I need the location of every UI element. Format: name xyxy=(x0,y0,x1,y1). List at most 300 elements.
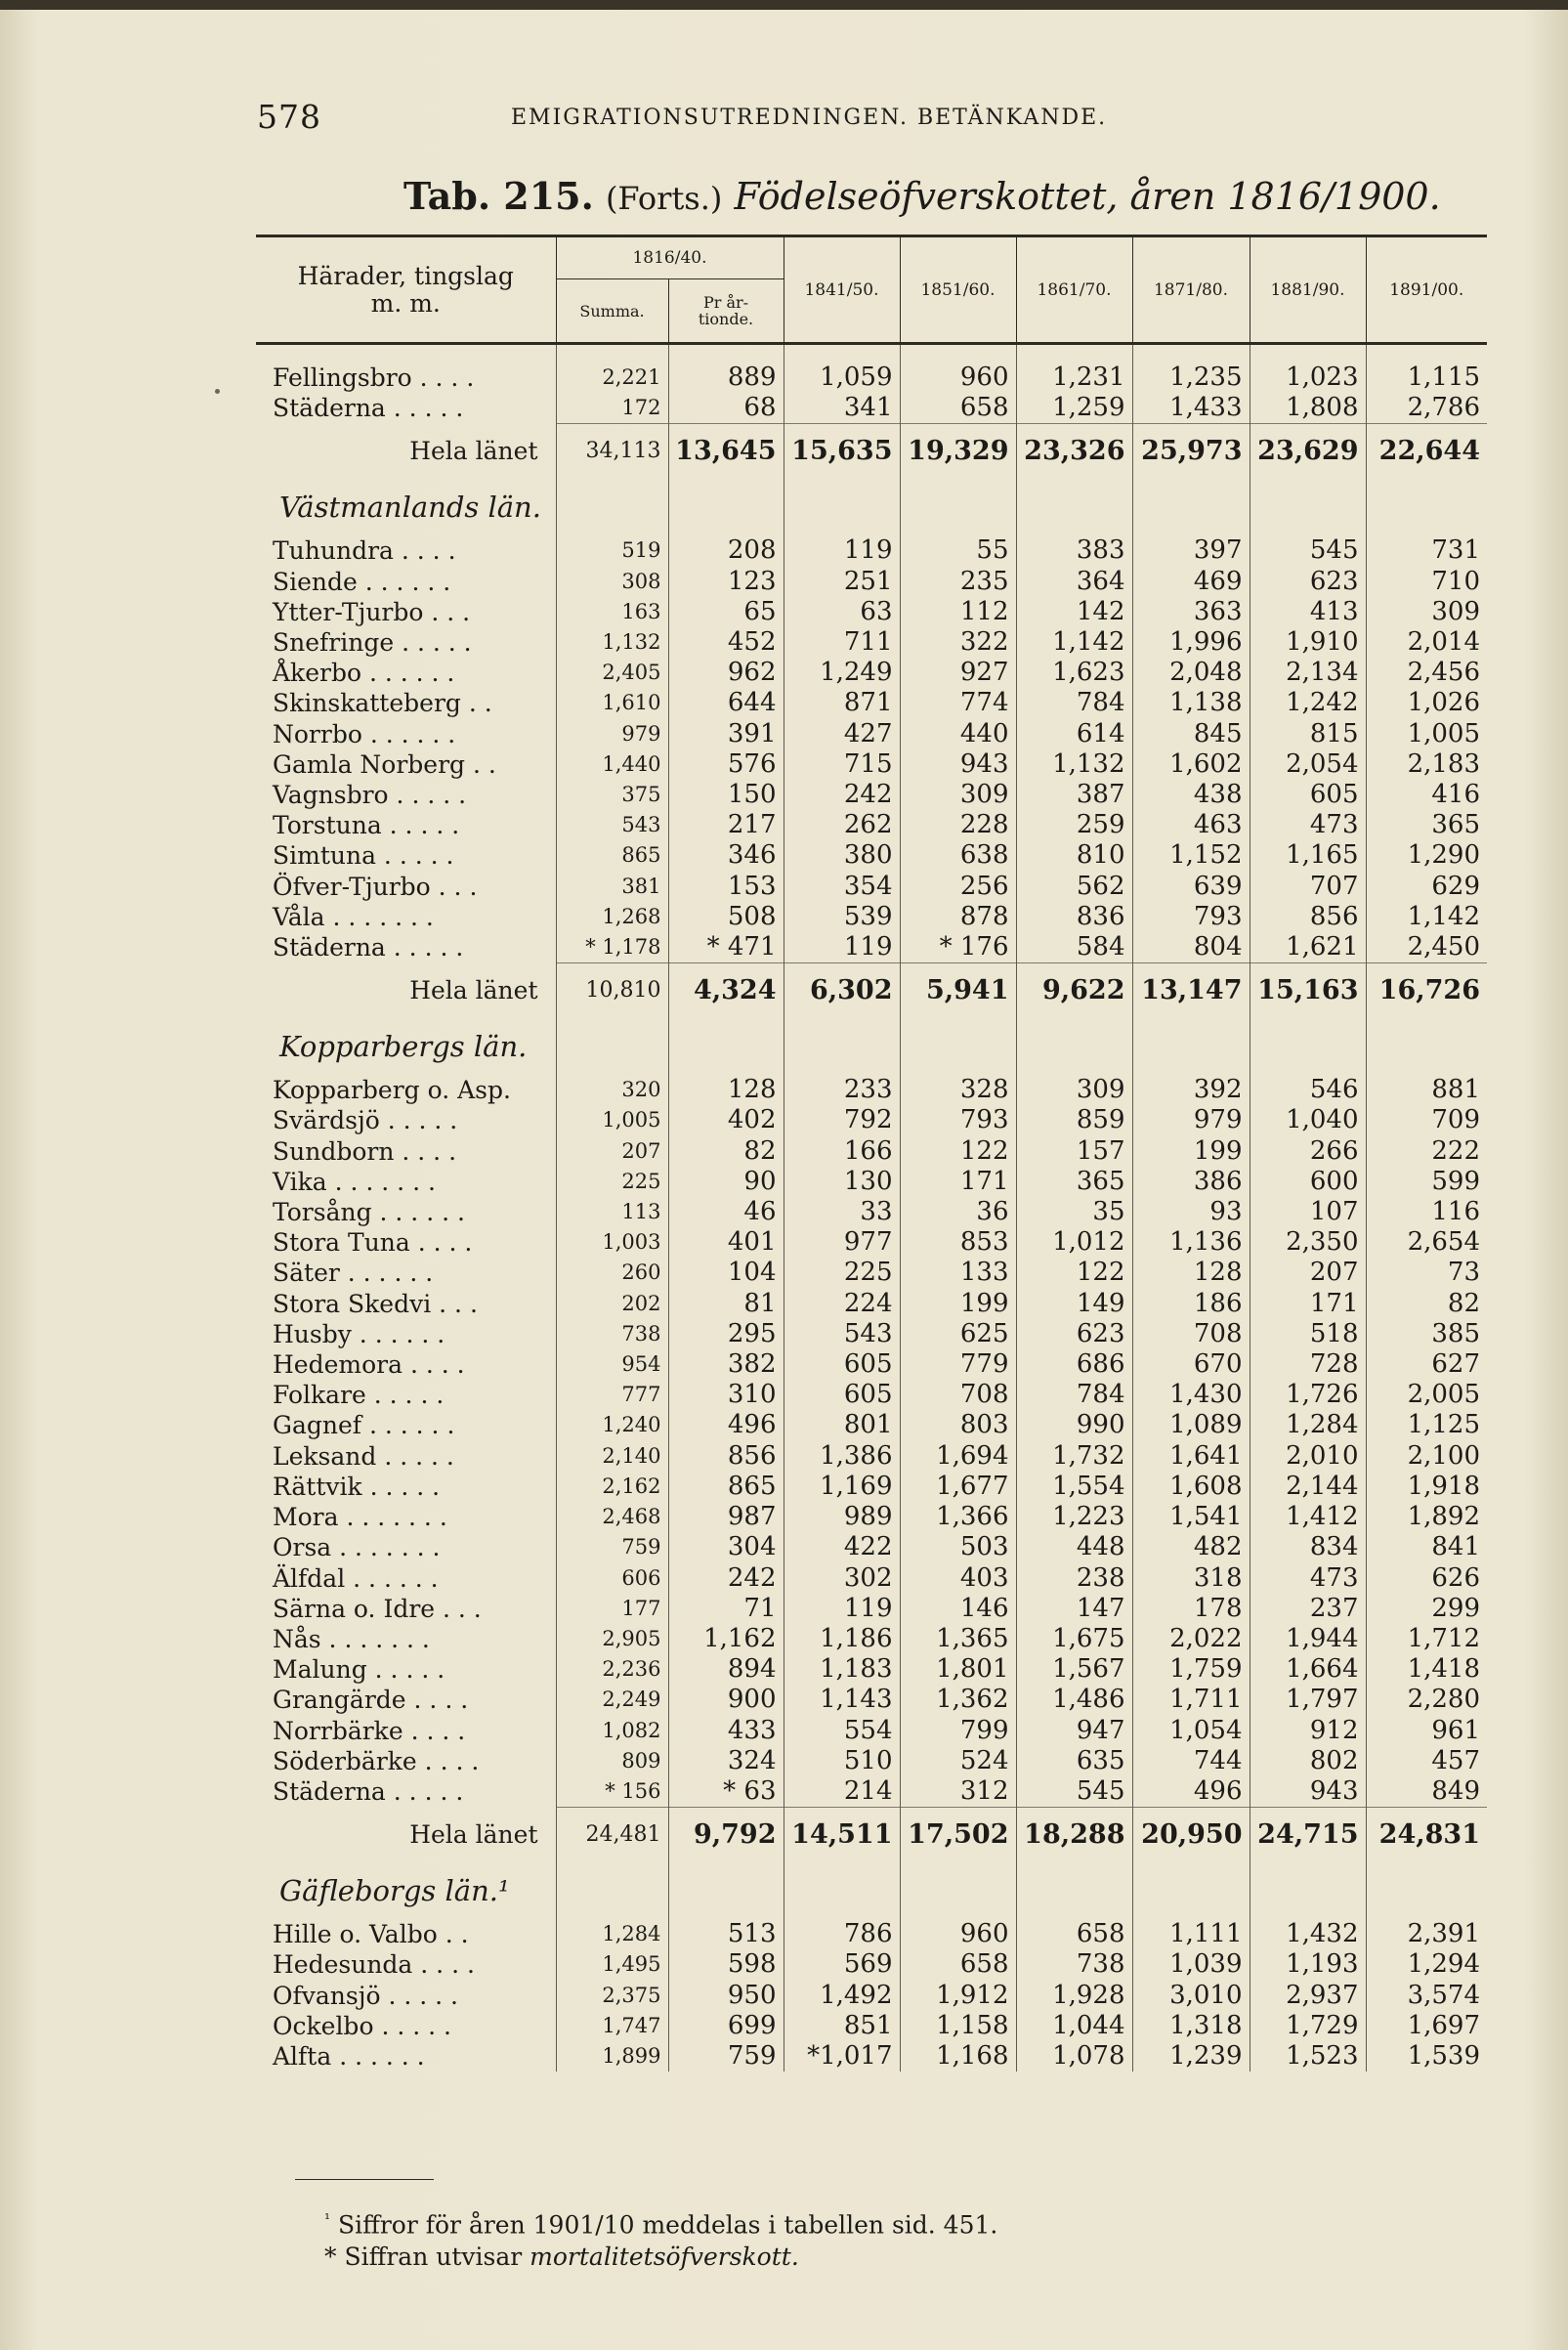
value-cell: 569 xyxy=(784,1949,900,1980)
district-name: Norrbärke . . . . xyxy=(273,1716,466,1745)
value-cell: 2,456 xyxy=(1366,658,1487,688)
value-cell: 82 xyxy=(668,1136,784,1167)
table-row xyxy=(256,1167,1487,1197)
spacer-cell xyxy=(556,344,668,363)
value-cell: * 63 xyxy=(668,1776,784,1808)
value-cell: 710 xyxy=(1366,567,1487,597)
value-cell: 1,365 xyxy=(900,1624,1016,1654)
value-cell: 35 xyxy=(1016,1197,1132,1227)
value-cell: 68 xyxy=(668,393,784,424)
value-cell: 392 xyxy=(1132,1075,1250,1105)
table-row xyxy=(256,1654,1487,1685)
district-name: Stora Tuna . . . . xyxy=(273,1228,473,1258)
value-cell: 1,362 xyxy=(900,1685,1016,1715)
value-cell: 584 xyxy=(1016,932,1132,963)
table-row xyxy=(256,1197,1487,1227)
table-row xyxy=(256,1441,1487,1472)
value-cell: 989 xyxy=(784,1502,900,1532)
table-row xyxy=(256,1685,1487,1715)
district-name: Städerna . . . . . xyxy=(273,1777,464,1807)
district-name: Rättvik . . . . . xyxy=(273,1472,441,1501)
summa-cell: 113 xyxy=(556,1197,668,1227)
value-cell: 1,039 xyxy=(1132,1949,1250,1980)
value-cell: 387 xyxy=(1016,780,1132,810)
table-row xyxy=(256,1594,1487,1624)
value-cell: 1,711 xyxy=(1132,1685,1250,1715)
value-cell: 324 xyxy=(668,1746,784,1776)
header-1891-00: 1891/00. xyxy=(1366,236,1487,344)
district-name: Städerna . . . . . xyxy=(273,933,464,962)
district-name: Husby . . . . . . xyxy=(273,1319,445,1348)
value-cell: 508 xyxy=(668,902,784,932)
section-title: Gäfleborgs län.¹ xyxy=(279,1874,510,1908)
value-cell: 365 xyxy=(1366,810,1487,840)
value-cell: 1,726 xyxy=(1250,1380,1366,1410)
table-body xyxy=(256,344,1487,2072)
district-name: Kopparberg o. Asp. xyxy=(273,1076,511,1105)
value-cell: 382 xyxy=(668,1349,784,1380)
section-title: Västmanlands län. xyxy=(279,491,541,525)
district-name: Alfta . . . . . . xyxy=(273,2041,425,2071)
summa-cell: 1,440 xyxy=(556,749,668,780)
table-forts: (Forts.) xyxy=(605,180,723,217)
value-cell: 738 xyxy=(1016,1949,1132,1980)
value-cell: 1,111 xyxy=(1132,1919,1250,1949)
value-cell: 1,539 xyxy=(1366,2041,1487,2072)
value-cell: 784 xyxy=(1016,1380,1132,1410)
value-cell: 856 xyxy=(1250,902,1366,932)
value-cell: 1,602 xyxy=(1132,749,1250,780)
empty-cell xyxy=(1250,1018,1366,1075)
value-cell: 1,797 xyxy=(1250,1685,1366,1715)
table-row xyxy=(256,1981,1487,2011)
value-cell: 199 xyxy=(1132,1136,1250,1167)
empty-cell xyxy=(1250,479,1366,535)
value-cell: 128 xyxy=(1132,1258,1250,1288)
value-cell: 1,044 xyxy=(1016,2011,1132,2041)
value-cell: 1,694 xyxy=(900,1441,1016,1472)
table-row xyxy=(256,719,1487,749)
value-cell: 33 xyxy=(784,1197,900,1227)
value-cell: 36 xyxy=(900,1197,1016,1227)
value-cell: 627 xyxy=(1366,1349,1487,1380)
value-cell: 1,675 xyxy=(1016,1624,1132,1654)
summa-cell: 172 xyxy=(556,393,668,424)
value-cell: 1,089 xyxy=(1132,1410,1250,1440)
value-cell: 1,235 xyxy=(1132,363,1250,393)
value-cell: 363 xyxy=(1132,597,1250,627)
empty-cell xyxy=(784,479,900,535)
value-cell: 452 xyxy=(668,627,784,658)
value-cell: 1,996 xyxy=(1132,627,1250,658)
value-cell: 1,186 xyxy=(784,1624,900,1654)
section-header-row xyxy=(256,1862,1487,1919)
value-cell: 1,059 xyxy=(784,363,900,393)
summa-cell: 1,082 xyxy=(556,1716,668,1746)
footnote-2-italic: mortalitetsöfverskott. xyxy=(530,2243,799,2271)
value-cell: 623 xyxy=(1250,567,1366,597)
value-cell: 304 xyxy=(668,1532,784,1562)
value-cell: 17,502 xyxy=(900,1808,1016,1863)
value-cell: 128 xyxy=(668,1075,784,1105)
empty-cell xyxy=(1132,479,1250,535)
summa-cell: 163 xyxy=(556,597,668,627)
value-cell: 638 xyxy=(900,840,1016,871)
value-cell: 728 xyxy=(1250,1349,1366,1380)
value-cell: 266 xyxy=(1250,1136,1366,1167)
total-label: Hela länet xyxy=(409,1819,538,1849)
table-row xyxy=(256,932,1487,963)
value-cell: 90 xyxy=(668,1167,784,1197)
district-name: Sundborn . . . . xyxy=(273,1136,457,1166)
value-cell: 1,152 xyxy=(1132,840,1250,871)
value-cell: 1,142 xyxy=(1016,627,1132,658)
table-row xyxy=(256,1319,1487,1349)
value-cell: 383 xyxy=(1016,535,1132,566)
statistics-table xyxy=(256,235,1487,2072)
value-cell: 779 xyxy=(900,1349,1016,1380)
value-cell: 841 xyxy=(1366,1532,1487,1562)
value-cell: 851 xyxy=(784,2011,900,2041)
spacer-cell xyxy=(900,344,1016,363)
value-cell: 1,242 xyxy=(1250,688,1366,718)
value-cell: 1,712 xyxy=(1366,1624,1487,1654)
table-row xyxy=(256,1563,1487,1594)
value-cell: 658 xyxy=(1016,1919,1132,1949)
value-cell: 1,026 xyxy=(1366,688,1487,718)
table-number: Tab. 215. xyxy=(403,174,594,218)
value-cell: 962 xyxy=(668,658,784,688)
district-name: Gagnef . . . . . . xyxy=(273,1411,455,1440)
value-cell: 708 xyxy=(1132,1319,1250,1349)
value-cell: 912 xyxy=(1250,1716,1366,1746)
value-cell: 312 xyxy=(900,1776,1016,1808)
district-name: Snefringe . . . . . xyxy=(273,628,472,658)
value-cell: 1,012 xyxy=(1016,1227,1132,1258)
value-cell: 546 xyxy=(1250,1075,1366,1105)
value-cell: 699 xyxy=(668,2011,784,2041)
summa-cell: 777 xyxy=(556,1380,668,1410)
district-name: Särna o. Idre . . . xyxy=(273,1594,482,1623)
summa-cell: 738 xyxy=(556,1319,668,1349)
district-name: Gamla Norberg . . xyxy=(273,749,496,779)
value-cell: 1,801 xyxy=(900,1654,1016,1685)
value-cell: 2,048 xyxy=(1132,658,1250,688)
value-cell: 2,450 xyxy=(1366,932,1487,963)
value-cell: 147 xyxy=(1016,1594,1132,1624)
value-cell: 422 xyxy=(784,1532,900,1562)
table-row xyxy=(256,1532,1487,1562)
value-cell: 1,168 xyxy=(900,2041,1016,2072)
district-name: Ofvansjö . . . . . xyxy=(273,1981,458,2010)
value-cell: 199 xyxy=(900,1289,1016,1319)
value-cell: 19,329 xyxy=(900,424,1016,480)
value-cell: 403 xyxy=(900,1563,1016,1594)
value-cell: 1,223 xyxy=(1016,1502,1132,1532)
value-cell: 112 xyxy=(900,597,1016,627)
table-row xyxy=(256,1776,1487,1808)
value-cell: 2,100 xyxy=(1366,1441,1487,1472)
value-cell: 416 xyxy=(1366,780,1487,810)
total-label: Hela länet xyxy=(409,437,538,466)
value-cell: 238 xyxy=(1016,1563,1132,1594)
table-row xyxy=(256,780,1487,810)
value-cell: 13,645 xyxy=(668,424,784,480)
value-cell: 1,892 xyxy=(1366,1502,1487,1532)
value-cell: 473 xyxy=(1250,810,1366,840)
value-cell: 1,115 xyxy=(1366,363,1487,393)
table-row xyxy=(256,1349,1487,1380)
value-cell: 804 xyxy=(1132,932,1250,963)
summa-cell: 10,810 xyxy=(556,963,668,1019)
value-cell: 853 xyxy=(900,1227,1016,1258)
summa-cell: 2,249 xyxy=(556,1685,668,1715)
value-cell: 871 xyxy=(784,688,900,718)
header-1881-90: 1881/90. xyxy=(1250,236,1366,344)
value-cell: 1,290 xyxy=(1366,840,1487,871)
summa-cell: 1,899 xyxy=(556,2041,668,2072)
summa-cell: 606 xyxy=(556,1563,668,1594)
table-row xyxy=(256,627,1487,658)
value-cell: 670 xyxy=(1132,1349,1250,1380)
table-row xyxy=(256,688,1487,718)
empty-cell xyxy=(1366,1862,1487,1919)
value-cell: 784 xyxy=(1016,688,1132,718)
value-cell: 626 xyxy=(1366,1563,1487,1594)
value-cell: 1,162 xyxy=(668,1624,784,1654)
district-name: Ockelbo . . . . . xyxy=(273,2011,451,2040)
summa-cell: 2,221 xyxy=(556,363,668,393)
value-cell: 799 xyxy=(900,1716,1016,1746)
table-row xyxy=(256,1949,1487,1980)
summa-cell: 809 xyxy=(556,1746,668,1776)
spacer-cell xyxy=(1250,344,1366,363)
value-cell: 438 xyxy=(1132,780,1250,810)
table-row xyxy=(256,1502,1487,1532)
value-cell: 2,022 xyxy=(1132,1624,1250,1654)
value-cell: 150 xyxy=(668,780,784,810)
table-row xyxy=(256,1136,1487,1167)
value-cell: 2,350 xyxy=(1250,1227,1366,1258)
value-cell: 1,664 xyxy=(1250,1654,1366,1685)
district-name: Säter . . . . . . xyxy=(273,1259,434,1288)
value-cell: 1,433 xyxy=(1132,393,1250,424)
empty-cell xyxy=(556,479,668,535)
table-row xyxy=(256,749,1487,780)
summa-cell: 308 xyxy=(556,567,668,597)
table-row xyxy=(256,2011,1487,2041)
value-cell: 122 xyxy=(1016,1258,1132,1288)
header-name: Härader, tingslag m. m. xyxy=(256,236,556,344)
value-cell: 709 xyxy=(1366,1105,1487,1135)
value-cell: 513 xyxy=(668,1919,784,1949)
value-cell: 24,831 xyxy=(1366,1808,1487,1863)
value-cell: 1,944 xyxy=(1250,1624,1366,1654)
value-cell: 256 xyxy=(900,872,1016,902)
value-cell: 208 xyxy=(668,535,784,566)
value-cell: 23,326 xyxy=(1016,424,1132,480)
value-cell: 46 xyxy=(668,1197,784,1227)
district-name: Torstuna . . . . . xyxy=(273,811,460,840)
district-name: Simtuna . . . . . xyxy=(273,841,454,871)
table-row xyxy=(256,1289,1487,1319)
value-cell: 142 xyxy=(1016,597,1132,627)
value-cell: 157 xyxy=(1016,1136,1132,1167)
value-cell: 731 xyxy=(1366,535,1487,566)
value-cell: 1,158 xyxy=(900,2011,1016,2041)
summa-cell: 2,236 xyxy=(556,1654,668,1685)
page-number: 578 xyxy=(257,98,321,136)
table-row xyxy=(256,597,1487,627)
value-cell: 856 xyxy=(668,1441,784,1472)
summa-cell: 1,747 xyxy=(556,2011,668,2041)
empty-cell xyxy=(1016,1862,1132,1919)
value-cell: 341 xyxy=(784,393,900,424)
district-name: Malung . . . . . xyxy=(273,1655,445,1685)
value-cell: 24,715 xyxy=(1250,1808,1366,1863)
value-cell: 1,366 xyxy=(900,1502,1016,1532)
value-cell: 107 xyxy=(1250,1197,1366,1227)
table-row xyxy=(256,658,1487,688)
value-cell: 427 xyxy=(784,719,900,749)
value-cell: 365 xyxy=(1016,1167,1132,1197)
value-cell: 2,014 xyxy=(1366,627,1487,658)
value-cell: 625 xyxy=(900,1319,1016,1349)
value-cell: 1,138 xyxy=(1132,688,1250,718)
value-cell: 217 xyxy=(668,810,784,840)
district-name: Leksand . . . . . xyxy=(273,1441,454,1471)
top-edge xyxy=(0,0,1568,10)
value-cell: 900 xyxy=(668,1685,784,1715)
value-cell: 927 xyxy=(900,658,1016,688)
value-cell: 510 xyxy=(784,1746,900,1776)
summa-cell: 2,468 xyxy=(556,1502,668,1532)
value-cell: 859 xyxy=(1016,1105,1132,1135)
value-cell: 318 xyxy=(1132,1563,1250,1594)
district-name: Torsång . . . . . . xyxy=(273,1198,465,1227)
value-cell: 960 xyxy=(900,1919,1016,1949)
value-cell: 605 xyxy=(784,1380,900,1410)
value-cell: 711 xyxy=(784,627,900,658)
value-cell: 774 xyxy=(900,688,1016,718)
empty-cell xyxy=(900,479,1016,535)
value-cell: 233 xyxy=(784,1075,900,1105)
summa-cell: 2,140 xyxy=(556,1441,668,1472)
value-cell: 605 xyxy=(1250,780,1366,810)
table-row xyxy=(256,1105,1487,1135)
value-cell: 401 xyxy=(668,1227,784,1258)
value-cell: 225 xyxy=(784,1258,900,1288)
district-name: Norrbo . . . . . . xyxy=(273,719,456,748)
section-header-row xyxy=(256,479,1487,535)
value-cell: 65 xyxy=(668,597,784,627)
value-cell: 482 xyxy=(1132,1532,1250,1562)
table-row xyxy=(256,1919,1487,1949)
empty-cell xyxy=(668,1018,784,1075)
value-cell: 2,054 xyxy=(1250,749,1366,780)
value-cell: 623 xyxy=(1016,1319,1132,1349)
value-cell: 1,318 xyxy=(1132,2011,1250,2041)
total-row xyxy=(256,424,1487,480)
value-cell: 802 xyxy=(1250,1746,1366,1776)
summa-cell: 2,375 xyxy=(556,1981,668,2011)
value-cell: 3,574 xyxy=(1366,1981,1487,2011)
value-cell: * 176 xyxy=(900,932,1016,963)
footnote-1-text: Siffror för åren 1901/10 meddelas i tabellen sid. 451. xyxy=(337,2210,998,2240)
value-cell: 133 xyxy=(900,1258,1016,1288)
value-cell: 1,912 xyxy=(900,1981,1016,2011)
value-cell: 1,040 xyxy=(1250,1105,1366,1135)
summa-cell: 954 xyxy=(556,1349,668,1380)
value-cell: 1,078 xyxy=(1016,2041,1132,2072)
value-cell: 1,759 xyxy=(1132,1654,1250,1685)
value-cell: 309 xyxy=(900,780,1016,810)
value-cell: 539 xyxy=(784,902,900,932)
paper-speck xyxy=(215,389,220,394)
value-cell: 715 xyxy=(784,749,900,780)
value-cell: 386 xyxy=(1132,1167,1250,1197)
value-cell: 576 xyxy=(668,749,784,780)
value-cell: 2,280 xyxy=(1366,1685,1487,1715)
header-1851-60: 1851/60. xyxy=(900,236,1016,344)
value-cell: 9,792 xyxy=(668,1808,784,1863)
value-cell: 82 xyxy=(1366,1289,1487,1319)
district-name: Städerna . . . . . xyxy=(273,394,464,423)
value-cell: 2,937 xyxy=(1250,1981,1366,2011)
value-cell: 116 xyxy=(1366,1197,1487,1227)
value-cell: 815 xyxy=(1250,719,1366,749)
district-name: Ytter-Tjurbo . . . xyxy=(273,597,471,626)
value-cell: 614 xyxy=(1016,719,1132,749)
value-cell: 639 xyxy=(1132,872,1250,902)
summa-cell: 24,481 xyxy=(556,1808,668,1863)
value-cell: 1,732 xyxy=(1016,1441,1132,1472)
value-cell: 1,418 xyxy=(1366,1654,1487,1685)
value-cell: 943 xyxy=(900,749,1016,780)
summa-cell: 177 xyxy=(556,1594,668,1624)
summa-cell: 1,284 xyxy=(556,1919,668,1949)
empty-cell xyxy=(784,1018,900,1075)
value-cell: 496 xyxy=(1132,1776,1250,1808)
value-cell: 1,677 xyxy=(900,1472,1016,1502)
district-name: Tuhundra . . . . xyxy=(273,536,456,566)
value-cell: 2,654 xyxy=(1366,1227,1487,1258)
value-cell: 433 xyxy=(668,1716,784,1746)
value-cell: 2,134 xyxy=(1250,658,1366,688)
value-cell: 1,143 xyxy=(784,1685,900,1715)
value-cell: 1,608 xyxy=(1132,1472,1250,1502)
value-cell: 16,726 xyxy=(1366,963,1487,1019)
value-cell: 2,144 xyxy=(1250,1472,1366,1502)
district-name: Hedesunda . . . . xyxy=(273,1950,475,1980)
summa-cell: 320 xyxy=(556,1075,668,1105)
summa-cell: 1,610 xyxy=(556,688,668,718)
summa-cell: 34,113 xyxy=(556,424,668,480)
value-cell: 104 xyxy=(668,1258,784,1288)
value-cell: 171 xyxy=(1250,1289,1366,1319)
value-cell: 259 xyxy=(1016,810,1132,840)
value-cell: 961 xyxy=(1366,1716,1487,1746)
value-cell: 1,928 xyxy=(1016,1981,1132,2011)
value-cell: 1,697 xyxy=(1366,2011,1487,2041)
value-cell: 122 xyxy=(900,1136,1016,1167)
value-cell: 1,142 xyxy=(1366,902,1487,932)
table-row xyxy=(256,1716,1487,1746)
table-row xyxy=(256,363,1487,393)
value-cell: 987 xyxy=(668,1502,784,1532)
spacer-cell xyxy=(1366,344,1487,363)
value-cell: 473 xyxy=(1250,1563,1366,1594)
